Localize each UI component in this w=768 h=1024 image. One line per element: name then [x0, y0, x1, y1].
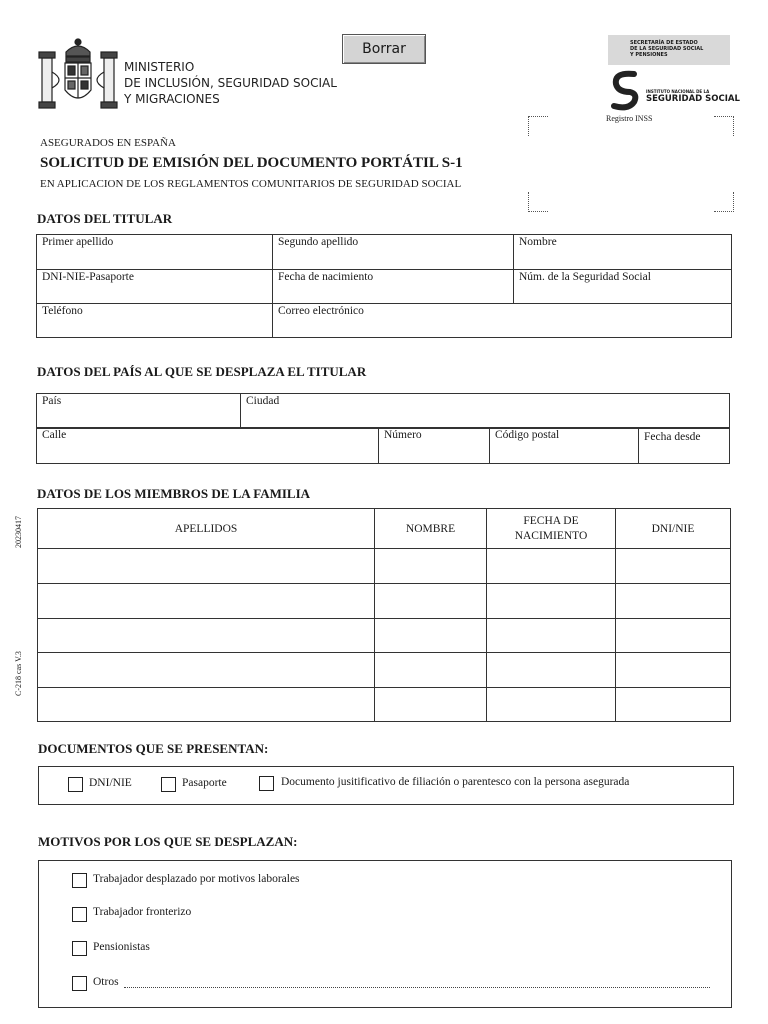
- clear-button[interactable]: Borrar: [342, 34, 426, 64]
- otros-checkbox-label: Otros: [93, 976, 119, 988]
- inss-small-text: INSTITUTO NACIONAL DE LA: [646, 89, 710, 94]
- otros-input-line[interactable]: [124, 987, 710, 988]
- dni-checkbox[interactable]: [68, 777, 83, 792]
- dni-label: DNI-NIE-Pasaporte: [42, 271, 134, 283]
- primer-apellido-label: Primer apellido: [42, 236, 114, 248]
- dni-cell[interactable]: [616, 619, 731, 653]
- fecha-desde-field[interactable]: [639, 428, 730, 464]
- fecha-desde-label: Fecha desde: [644, 431, 701, 443]
- telefono-label: Teléfono: [42, 305, 83, 317]
- fecha-cell[interactable]: [487, 688, 616, 722]
- segundo-apellido-label: Segundo apellido: [278, 236, 359, 248]
- segundo-apellido-field[interactable]: [273, 235, 514, 270]
- pais-table-row1: [36, 393, 730, 429]
- stamp-corner-tl: [528, 116, 548, 136]
- apellidos-cell[interactable]: [38, 619, 375, 653]
- nombre-label: Nombre: [519, 236, 557, 248]
- fecha-nacimiento-field[interactable]: [273, 270, 514, 304]
- col-fecha-line-1: FECHA DE: [523, 514, 579, 527]
- dni-cell[interactable]: [616, 653, 731, 688]
- pais-label: País: [42, 395, 62, 407]
- numero-field[interactable]: [379, 428, 490, 464]
- apellidos-cell[interactable]: [38, 653, 375, 688]
- col-fecha-nacimiento: [487, 509, 616, 549]
- motivos-heading: MOTIVOS POR LOS QUE SE DESPLAZAN:: [38, 834, 298, 849]
- numero-label: Número: [384, 429, 422, 441]
- insured-heading: ASEGURADOS EN ESPAÑA: [40, 137, 176, 149]
- col-apellidos: APELLIDOS: [38, 509, 375, 549]
- secretaria-line-1: SECRETARÍA DE ESTADO: [630, 40, 698, 46]
- apellidos-cell[interactable]: [38, 584, 375, 619]
- col-nombre: NOMBRE: [375, 509, 487, 549]
- telefono-field[interactable]: [37, 304, 273, 338]
- page-subtitle: EN APLICACION DE LOS REGLAMENTOS COMUNITARIOS DE SEGURIDAD SOCIAL: [40, 178, 462, 190]
- inss-logo: [608, 70, 642, 112]
- calle-label: Calle: [42, 429, 67, 441]
- nombre-cell[interactable]: [375, 549, 487, 584]
- secretaria-line-2: DE LA SEGURIDAD SOCIAL: [630, 46, 704, 52]
- nombre-cell[interactable]: [375, 688, 487, 722]
- table-row: [38, 619, 731, 653]
- fronterizo-checkbox-label: Trabajador fronterizo: [93, 906, 192, 918]
- documentos-heading: DOCUMENTOS QUE SE PRESENTAN:: [38, 741, 269, 756]
- familia-heading: DATOS DE LOS MIEMBROS DE LA FAMILIA: [37, 486, 311, 501]
- inss-name: [646, 89, 740, 104]
- dni-checkbox-label: DNI/NIE: [89, 777, 132, 789]
- justificativo-checkbox[interactable]: [259, 776, 274, 791]
- pais-field[interactable]: [37, 394, 241, 429]
- nombre-field[interactable]: [514, 235, 732, 270]
- pais-heading: DATOS DEL PAÍS AL QUE SE DESPLAZA EL TITULAR: [37, 364, 367, 379]
- table-row: [38, 584, 731, 619]
- table-row: [38, 653, 731, 688]
- titular-table: [36, 234, 732, 338]
- fecha-cell[interactable]: [487, 584, 616, 619]
- stamp-corner-bl: [528, 192, 548, 212]
- fronterizo-checkbox[interactable]: [72, 907, 87, 922]
- laborales-checkbox-label: Trabajador desplazado por motivos laborales: [93, 873, 300, 885]
- codigo-postal-field[interactable]: [490, 428, 639, 464]
- correo-field[interactable]: [273, 304, 732, 338]
- dni-field[interactable]: [37, 270, 273, 304]
- pais-table-row2: [36, 427, 730, 464]
- fecha-cell[interactable]: [487, 653, 616, 688]
- page-title: SOLICITUD DE EMISIÓN DEL DOCUMENTO PORTÁTIL S-1: [40, 155, 463, 171]
- pensionistas-checkbox-label: Pensionistas: [93, 941, 150, 953]
- num-ss-field[interactable]: [514, 270, 732, 304]
- laborales-checkbox[interactable]: [72, 873, 87, 888]
- registro-label: Registro INSS: [606, 114, 653, 123]
- dni-cell[interactable]: [616, 584, 731, 619]
- titular-heading: DATOS DEL TITULAR: [37, 211, 173, 226]
- ministry-name: [124, 59, 337, 107]
- pensionistas-checkbox[interactable]: [72, 941, 87, 956]
- ministry-line-1: MINISTERIO: [124, 60, 195, 74]
- stamp-corner-tr: [714, 116, 734, 136]
- apellidos-cell[interactable]: [38, 549, 375, 584]
- codigo-postal-label: Código postal: [495, 429, 560, 441]
- col-fecha-line-2: NACIMIENTO: [514, 529, 588, 542]
- side-form-code: C-218 cas V.3: [14, 651, 23, 696]
- side-date-code: 20230417: [14, 516, 23, 548]
- secretaria-banner: [608, 35, 730, 65]
- table-row: [38, 549, 731, 584]
- primer-apellido-field[interactable]: [37, 235, 273, 270]
- familia-table: [37, 508, 731, 722]
- nombre-cell[interactable]: [375, 653, 487, 688]
- dni-cell[interactable]: [616, 549, 731, 584]
- otros-checkbox[interactable]: [72, 976, 87, 991]
- stamp-corner-br: [714, 192, 734, 212]
- inss-big-text: SEGURIDAD SOCIAL: [646, 94, 740, 104]
- apellidos-cell[interactable]: [38, 688, 375, 722]
- num-ss-label: Núm. de la Seguridad Social: [519, 271, 651, 283]
- fecha-nacimiento-label: Fecha de nacimiento: [278, 271, 374, 283]
- dni-cell[interactable]: [616, 688, 731, 722]
- pasaporte-checkbox[interactable]: [161, 777, 176, 792]
- fecha-cell[interactable]: [487, 549, 616, 584]
- calle-field[interactable]: [37, 428, 379, 464]
- ciudad-label: Ciudad: [246, 395, 280, 407]
- pasaporte-checkbox-label: Pasaporte: [182, 777, 227, 789]
- col-dni: DNI/NIE: [616, 509, 731, 549]
- coat-of-arms-logo: [36, 36, 120, 112]
- ministry-line-2: DE INCLUSIÓN, SEGURIDAD SOCIAL: [124, 76, 337, 90]
- nombre-cell[interactable]: [375, 584, 487, 619]
- nombre-cell[interactable]: [375, 619, 487, 653]
- secretaria-line-3: Y PENSIONES: [630, 52, 668, 58]
- correo-label: Correo electrónico: [278, 305, 364, 317]
- ministry-line-3: Y MIGRACIONES: [124, 92, 220, 106]
- justificativo-checkbox-label: Documento jusitificativo de filiación o parentesco con la persona asegurada: [281, 776, 630, 788]
- ciudad-field[interactable]: [241, 394, 730, 429]
- fecha-cell[interactable]: [487, 619, 616, 653]
- table-row: [38, 688, 731, 722]
